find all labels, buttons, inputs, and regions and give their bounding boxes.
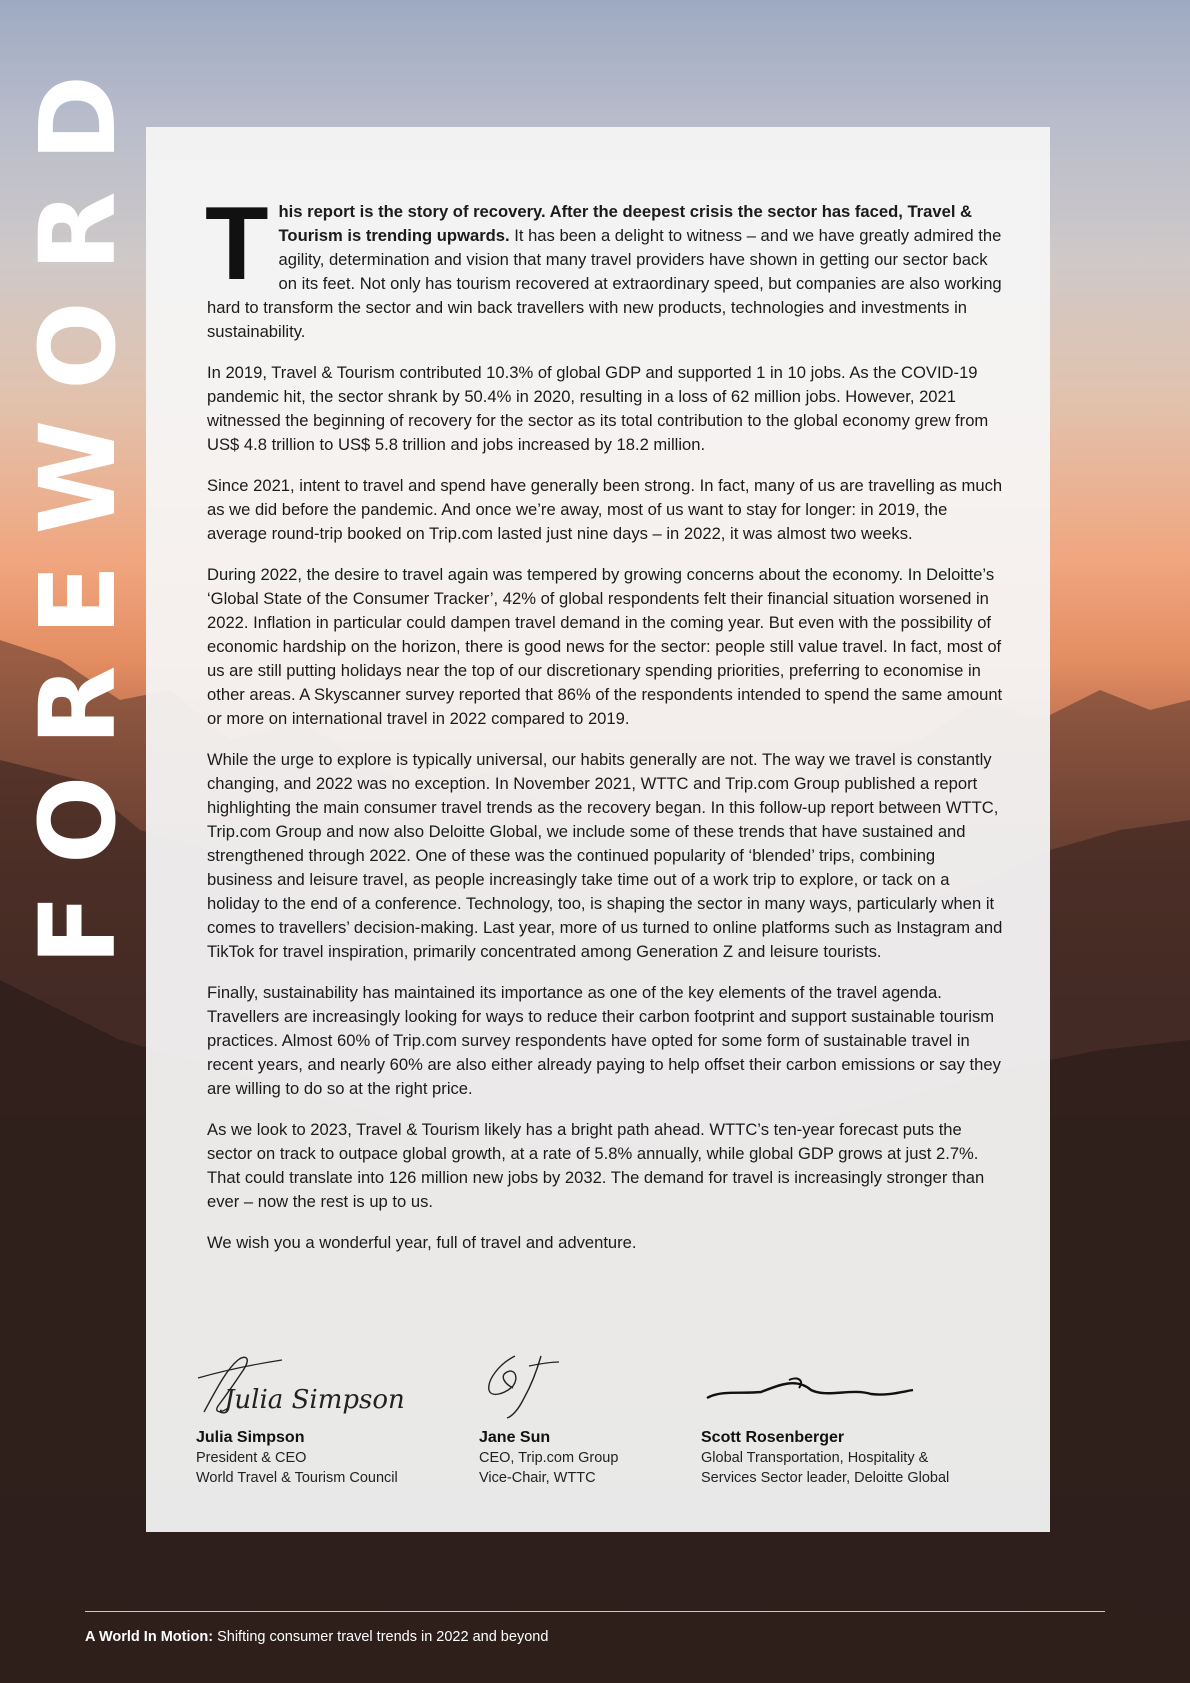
paragraph-closing: We wish you a wonderful year, full of travel and adventure. — [207, 1233, 637, 1252]
footer-subtitle: Shifting consumer travel trends in 2022 and beyond — [213, 1629, 549, 1645]
signatory-name: Scott Rosenberger — [701, 1429, 845, 1446]
foreword-body — [205, 186, 1003, 1272]
signatory-role-line1: President & CEO — [196, 1450, 307, 1466]
paragraph-economy: In 2019, Travel & Tourism contributed 10.3% of global GDP and supported 1 in 10 jobs. As the COVID-19 pandemic hit, the sector shrank by 50.4% in 2020, resulting in a loss of 62 million jobs. However, 2021 witnessed the beginning of recovery for the sector as its total contribution to the global economy grew from US$ 4.8 trillion to US$ 5.8 trillion and jobs increased by 18.2 million. — [207, 363, 989, 454]
signatory-jane-sun — [479, 1350, 618, 1488]
page-title — [17, 44, 139, 966]
footer-report-title: A World In Motion: — [85, 1629, 214, 1645]
signature-scott-rosenberger-text: Scott Rosenberger — [701, 1424, 711, 1425]
signatory-role-line1: CEO, Trip.com Group — [479, 1450, 619, 1466]
intro-lead: his report is the story of recovery. After the deepest crisis the sector has faced, Travel & Tourism is trending upwards. — [278, 202, 973, 245]
signatory-role-line2: Services Sector leader, Deloitte Global — [701, 1470, 950, 1486]
intro-rest: It has been a delight to witness – and we have greatly admired the agility, determination and vision that many travel providers have shown in getting our sector back on its feet. Not only has tourism recovered at extraordinary speed, but companies are also working hard to transform the sector and win back travellers with new products, technologies and investments in sustainability. — [207, 226, 1002, 341]
signature-scott-rosenberger — [701, 1350, 921, 1424]
signatures — [196, 1350, 1016, 1486]
signatory-julia-simpson — [196, 1350, 405, 1488]
paragraph-concerns: During 2022, the desire to travel again was tempered by growing concerns about the economy. In Deloitte’s ‘Global State of the Consumer Tracker’, 42% of global respondents felt their financial situation worsened in 2022. Inflation in particular could dampen travel demand in the coming year. But even with the possibility of economic hardship on the horizon, there is good news for the sector: people still value travel. In fact, most of us are still putting holidays near the top of our discretionary spending priorities, preferring to economise in other areas. A Skyscanner survey reported that 86% of the respondents intended to spend the same amount or more on international travel in 2022 compared to 2019. — [207, 565, 1003, 728]
paragraph-sustainability: Finally, sustainability has maintained its importance as one of the key elements of the travel agenda. Travellers are increasingly looking for ways to reduce their carbon footprint and support sustainable tourism practices. Almost 60% of Trip.com survey respondents have opted for some form of sustainable travel in recent years, and nearly 60% are also either already paying to help offset their carbon emissions or say they are willing to do so at the right price. — [207, 983, 1001, 1098]
dropcap: T — [205, 186, 269, 302]
signatory-name: Jane Sun — [479, 1429, 551, 1446]
signature-julia-simpson — [196, 1350, 405, 1424]
signatory-name: Julia Simpson — [196, 1429, 305, 1446]
footer-divider — [85, 1611, 1105, 1612]
signatory-role-line2: Vice-Chair, WTTC — [479, 1470, 596, 1486]
paragraph-outlook: As we look to 2023, Travel & Tourism likely has a bright path ahead. WTTC’s ten-year forecast puts the sector on track to outpace global growth, at a rate of 5.8% annually, while global GDP grows at just 2.7%. That could translate into 126 million new jobs by 2032. The demand for travel is increasingly stronger than ever – now the rest is up to us. — [207, 1120, 985, 1211]
signatory-role-line2: World Travel & Tourism Council — [196, 1470, 398, 1486]
signatory-role-line1: Global Transportation, Hospitality & — [701, 1450, 929, 1466]
footer — [85, 1629, 548, 1645]
signatory-scott-rosenberger — [701, 1350, 949, 1488]
intro-paragraph — [205, 186, 1003, 344]
signature-jane-sun-text: SJ — [479, 1424, 480, 1425]
signature-jane-sun — [479, 1350, 569, 1424]
paragraph-habits: While the urge to explore is typically universal, our habits generally are not. The way we travel is constantly changing, and 2022 was no exception. In November 2021, WTTC and Trip.com Group published a report highlighting the main consumer travel trends as the recovery began. In this follow-up report between WTTC, Trip.com Group and now also Deloitte Global, we include some of these trends that have sustained and strengthened through 2022. One of these was the continued popularity of ‘blended’ trips, combining business and leisure travel, as people increasingly take time out of a work trip to explore, or tack on a holiday to the end of a conference. Technology, too, is shaping the sector in many ways, particularly when it comes to travellers’ decision-making. Last year, more of us turned to online platforms such as Instagram and TikTok for travel inspiration, primarily concentrated among Generation Z and leisure tourists. — [207, 750, 1003, 961]
page-title-text: FOREWORD — [17, 44, 139, 966]
paragraph-intent: Since 2021, intent to travel and spend have generally been strong. In fact, many of us are travelling as much as we did before the pandemic. And once we’re away, most of us want to stay for longer: in 2019, the average round-trip booked on Trip.com lasted just nine days – in 2022, it was almost two weeks. — [207, 476, 1003, 543]
signature-julia-simpson-text: Julia Simpson — [224, 1385, 405, 1415]
